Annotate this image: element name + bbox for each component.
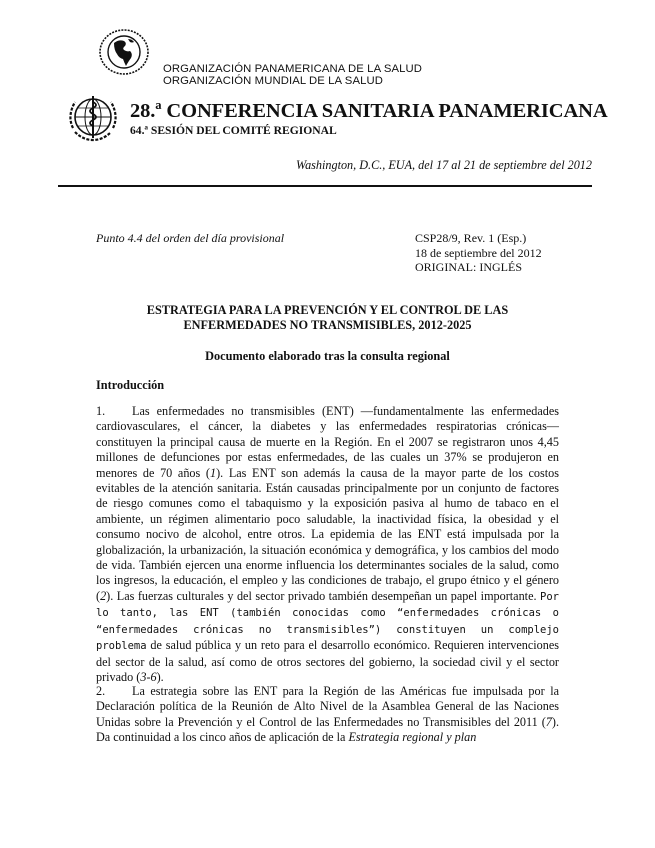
- citation: 7: [545, 714, 552, 729]
- org-name-who: ORGANIZACIÓN MUNDIAL DE LA SALUD: [163, 75, 383, 87]
- place-date: Washington, D.C., EUA, del 17 al 21 de septiembre del 2012: [296, 158, 592, 172]
- document-subtitle: Documento elaborado tras la consulta regional: [205, 349, 450, 363]
- paragraph-text: La estrategia sobre las ENT para la Región de las Américas fue impulsada por la Declaración política de la Reunión de Alto Nivel de la Asamblea General de las Naciones Unidas sobre la Prevención y el Control de las Enfermedades no Transmisibles del 2011 (: [96, 684, 559, 729]
- paragraph-text: ). Da continuidad a los cinco años de aplicación de la: [96, 714, 559, 745]
- strategy-title: Estrategia regional y plan: [348, 730, 477, 745]
- paragraph-text: ). Las ENT son además la causa de la mayor parte de los costos evitables de la atención sanitaria. Están causadas principalmente por un conjunto de factores de riesgo comunes como el tabaquismo y la exposición pasiva al humo de tabaco en el ambiente, un régimen alimentario poco saludable, la inactividad física, la obesidad y el consumo nocivo de alcohol, entre otros. La epidemia de las ENT está impulsada por la globalización, la urbanización, la situación económica y demográfica, y los cambios del modo de vida. También ejercen una enorme influencia los determinantes sociales de la salud, como los ingresos, la educación, el empleo y las condiciones de trabajo, el grupo étnico y el género (: [96, 465, 559, 603]
- citation: 2: [100, 588, 107, 603]
- section-heading-intro: Introducción: [96, 378, 165, 392]
- doc-original-language: ORIGINAL: INGLÉS: [415, 260, 522, 274]
- paragraph-2: [96, 684, 559, 746]
- doc-date: 18 de septiembre del 2012: [415, 246, 542, 260]
- paragraph-text-alt-font: Por lo tanto, las ENT (también conocidas como “enfermedades crónicas o “enfermedades crónicas no transmisibles”) constituyen un complejo problema: [96, 590, 559, 653]
- paragraph-number: 1.: [96, 404, 106, 418]
- header-divider: [58, 185, 592, 187]
- paragraph-text: ).: [156, 669, 164, 684]
- doc-code: CSP28/9, Rev. 1 (Esp.): [415, 231, 527, 245]
- session-subtitle: 64.ª SESIÓN DEL COMITÉ REGIONAL: [130, 124, 337, 137]
- agenda-item: Punto 4.4 del orden del día provisional: [96, 231, 285, 245]
- document-title-line-2: ENFERMEDADES NO TRANSMISIBLES, 2012-2025: [183, 318, 472, 332]
- who-emblem-logo: [64, 88, 122, 146]
- org-name-paho: ORGANIZACIÓN PANAMERICANA DE LA SALUD: [163, 63, 422, 75]
- document-title-line-1: ESTRATEGIA PARA LA PREVENCIÓN Y EL CONTROL DE LAS: [146, 303, 509, 317]
- conference-title: 28.ª CONFERENCIA SANITARIA PANAMERICANA: [130, 100, 608, 122]
- paragraph-text: de salud pública y un reto para el desarrollo económico. Requieren intervenciones del sector de la salud, así como de otros sectores del gobierno, la sociedad civil y el sector privado (: [96, 638, 559, 684]
- paragraph-text: Las enfermedades no transmisibles (ENT) —fundamentalmente las enfermedades cardiovasculares, el cáncer, la diabetes y las enfermedades respiratorias crónicas— constituyen la principal causa de muerte en la Región. En el 2007 se registraron unos 4,45 millones de defunciones por estas enfermedades, de las cuales un 37% se produjeron en menores de 70 años (: [96, 404, 559, 480]
- paragraph-1: [96, 404, 559, 685]
- paragraph-text: ). Las fuerzas culturales y del sector privado también desempeñan un papel importante.: [106, 588, 537, 603]
- paho-globe-logo: [98, 28, 150, 76]
- citation: 1: [209, 465, 217, 480]
- paragraph-number: 2.: [96, 684, 106, 698]
- citation: 3-6: [140, 669, 157, 684]
